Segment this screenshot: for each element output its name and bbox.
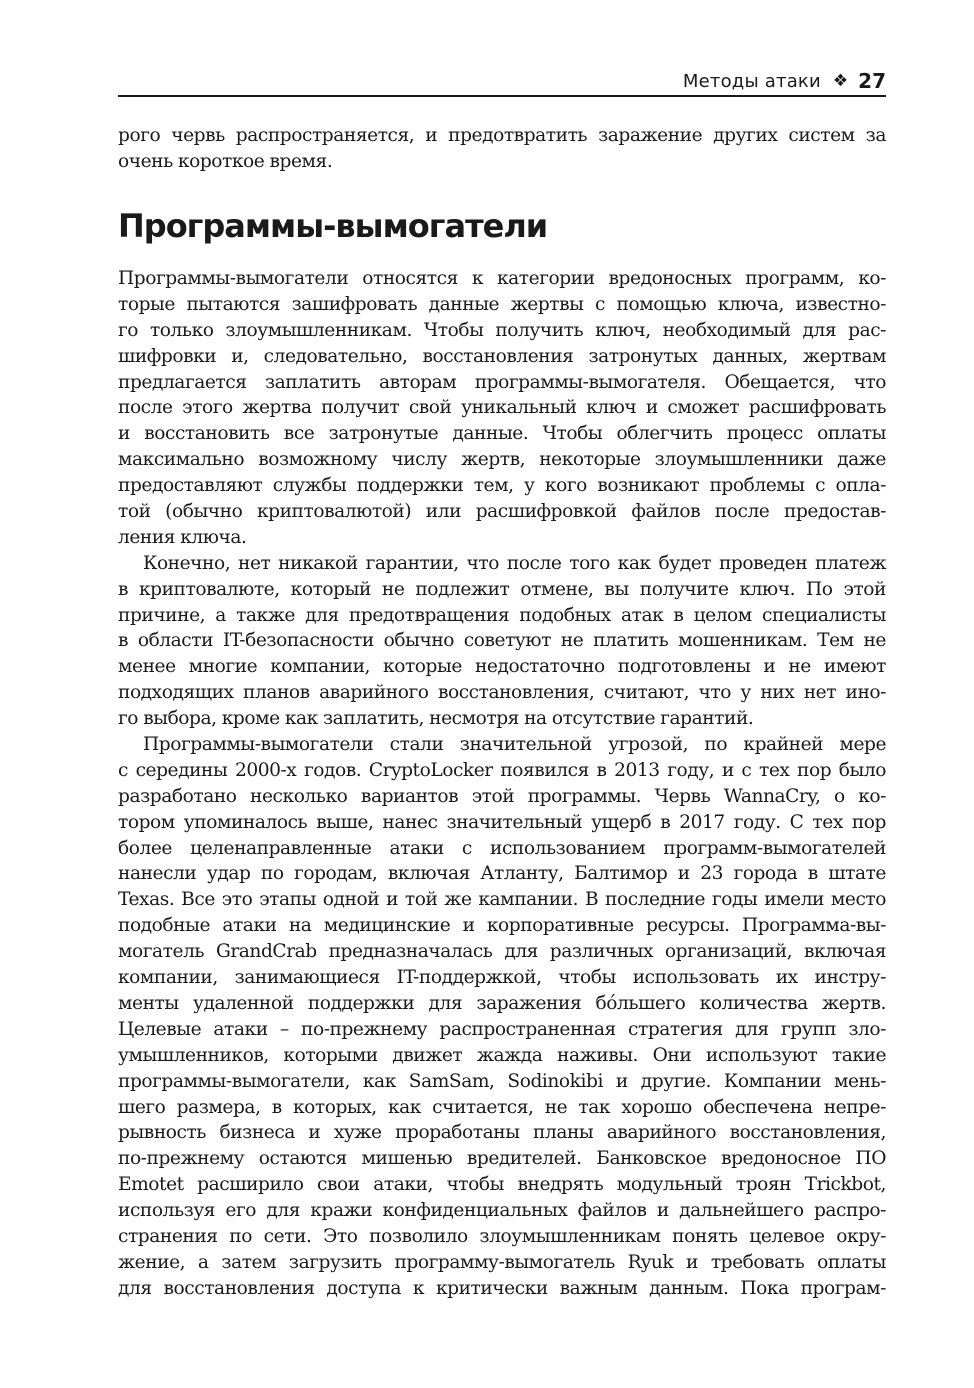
text-line: менее многие компании, которые недостаточно подготовлены и не имеют xyxy=(118,656,886,678)
text-line: Целевые атаки – по-прежнему распространенная стратегия для групп зло- xyxy=(118,1018,886,1040)
text-line: предоставляют службы поддержки тем, у кого возникают проблемы с опла- xyxy=(118,475,886,497)
continued-paragraph xyxy=(118,123,886,175)
diamond-ornament-icon: ❖ xyxy=(832,71,849,91)
text-line: шифровки и, следовательно, восстановления затронутых данных, жертвам xyxy=(118,345,886,367)
paragraph-3 xyxy=(118,732,886,1302)
text-line: ления ключа. xyxy=(118,526,247,548)
text-line: программы-вымогатели, как SamSam, Sodinokibi и другие. Компании мень- xyxy=(118,1070,886,1092)
text-line: и восстановить все затронутые данные. Чтобы облегчить процесс оплаты xyxy=(118,423,886,445)
text-line: причине, а также для предотвращения подобных атак в целом специалисты xyxy=(118,604,886,626)
text-line: максимально возможному числу жертв, некоторые злоумышленники даже xyxy=(118,449,886,471)
text-line: той (обычно криптовалютой) или расшифровкой файлов после предостав- xyxy=(118,501,886,523)
text-line: Программы-вымогатели стали значительной угрозой, по крайней мере xyxy=(143,734,886,756)
running-header-section-title: Методы атаки xyxy=(682,70,821,92)
text-line: в криптовалюте, который не подлежит отмене, вы получите ключ. По этой xyxy=(118,578,886,600)
text-line: жение, а затем загрузить программу-вымогатель Ryuk и требовать оплаты xyxy=(118,1251,886,1273)
text-line: подходящих планов аварийного восстановления, считают, что у них нет ино- xyxy=(118,682,886,704)
text-line: менты удаленной поддержки для заражения бóльшего количества жертв. xyxy=(118,992,886,1014)
page-number: 27 xyxy=(858,69,886,93)
text-line: Emotet расширило свои атаки, чтобы внедрять модульный троян Trickbot, xyxy=(118,1174,886,1196)
text-line: предлагается заплатить авторам программы-вымогателя. Обещается, что xyxy=(118,371,886,393)
text-line: Texas. Все это этапы одной и той же кампании. В последние годы имели место xyxy=(118,889,886,911)
text-line: шего размера, в которых, как считается, не так хорошо обеспечена непре- xyxy=(118,1096,886,1118)
text-line: нанесли удар по городам, включая Атланту, Балтимор и 23 города в штате xyxy=(118,863,886,885)
text-line: подобные атаки на медицинские и корпоративные ресурсы. Программа-вы- xyxy=(118,915,886,937)
text-line: в области IT-безопасности обычно советуют не платить мошенникам. Тем не xyxy=(118,630,886,652)
header-rule xyxy=(118,95,886,97)
section-heading: Программы-вымогатели xyxy=(118,207,548,245)
text-line: более целенаправленные атаки с использованием программ-вымогателей xyxy=(118,837,886,859)
text-line: го только злоумышленникам. Чтобы получить ключ, необходимый для рас- xyxy=(118,319,886,341)
paragraph-2 xyxy=(118,551,886,732)
text-line: рого червь распространяется, и предотвратить заражение других систем за xyxy=(118,125,886,146)
text-line: используя его для кражи конфиденциальных файлов и дальнейшего распро- xyxy=(118,1200,886,1222)
text-line: после этого жертва получит свой уникальный ключ и сможет расшифровать xyxy=(118,397,886,419)
text-line: для восстановления доступа к критически важным данным. Пока програм- xyxy=(118,1277,886,1299)
text-line: компании, занимающиеся IT-поддержкой, чтобы использовать их инстру- xyxy=(118,967,886,989)
text-line: Конечно, нет никакой гарантии, что после того как будет проведен платеж xyxy=(143,552,886,574)
text-line: торые пытаются зашифровать данные жертвы с помощью ключа, известно- xyxy=(118,293,886,315)
paragraph-1 xyxy=(118,266,886,551)
section-body xyxy=(118,266,886,1302)
text-line: странения по сети. Это позволило злоумышленникам понять целевое окру- xyxy=(118,1225,886,1247)
text-line: умышленников, которыми движет жажда наживы. Они используют такие xyxy=(118,1044,886,1066)
text-line: Программы-вымогатели относятся к категории вредоносных программ, ко- xyxy=(118,268,886,289)
text-line: разработано несколько вариантов этой программы. Червь WannaCry, о ко- xyxy=(118,785,886,807)
text-line: рывность бизнеса и хуже проработаны планы аварийного восстановления, xyxy=(118,1122,886,1144)
text-line: по-прежнему остаются мишенью вредителей. Банковское вредоносное ПО xyxy=(118,1148,886,1170)
text-line: с середины 2000-х годов. CryptoLocker появился в 2013 году, и с тех пор было xyxy=(118,759,886,781)
text-line: могатель GrandCrab предназначалась для различных организаций, включая xyxy=(118,941,886,963)
text-line: тором упоминалось выше, нанес значительный ущерб в 2017 году. С тех пор xyxy=(118,811,886,833)
running-header xyxy=(118,66,886,96)
text-line: очень короткое время. xyxy=(118,150,333,172)
text-line: го выбора, кроме как заплатить, несмотря на отсутствие гарантий. xyxy=(118,708,754,730)
